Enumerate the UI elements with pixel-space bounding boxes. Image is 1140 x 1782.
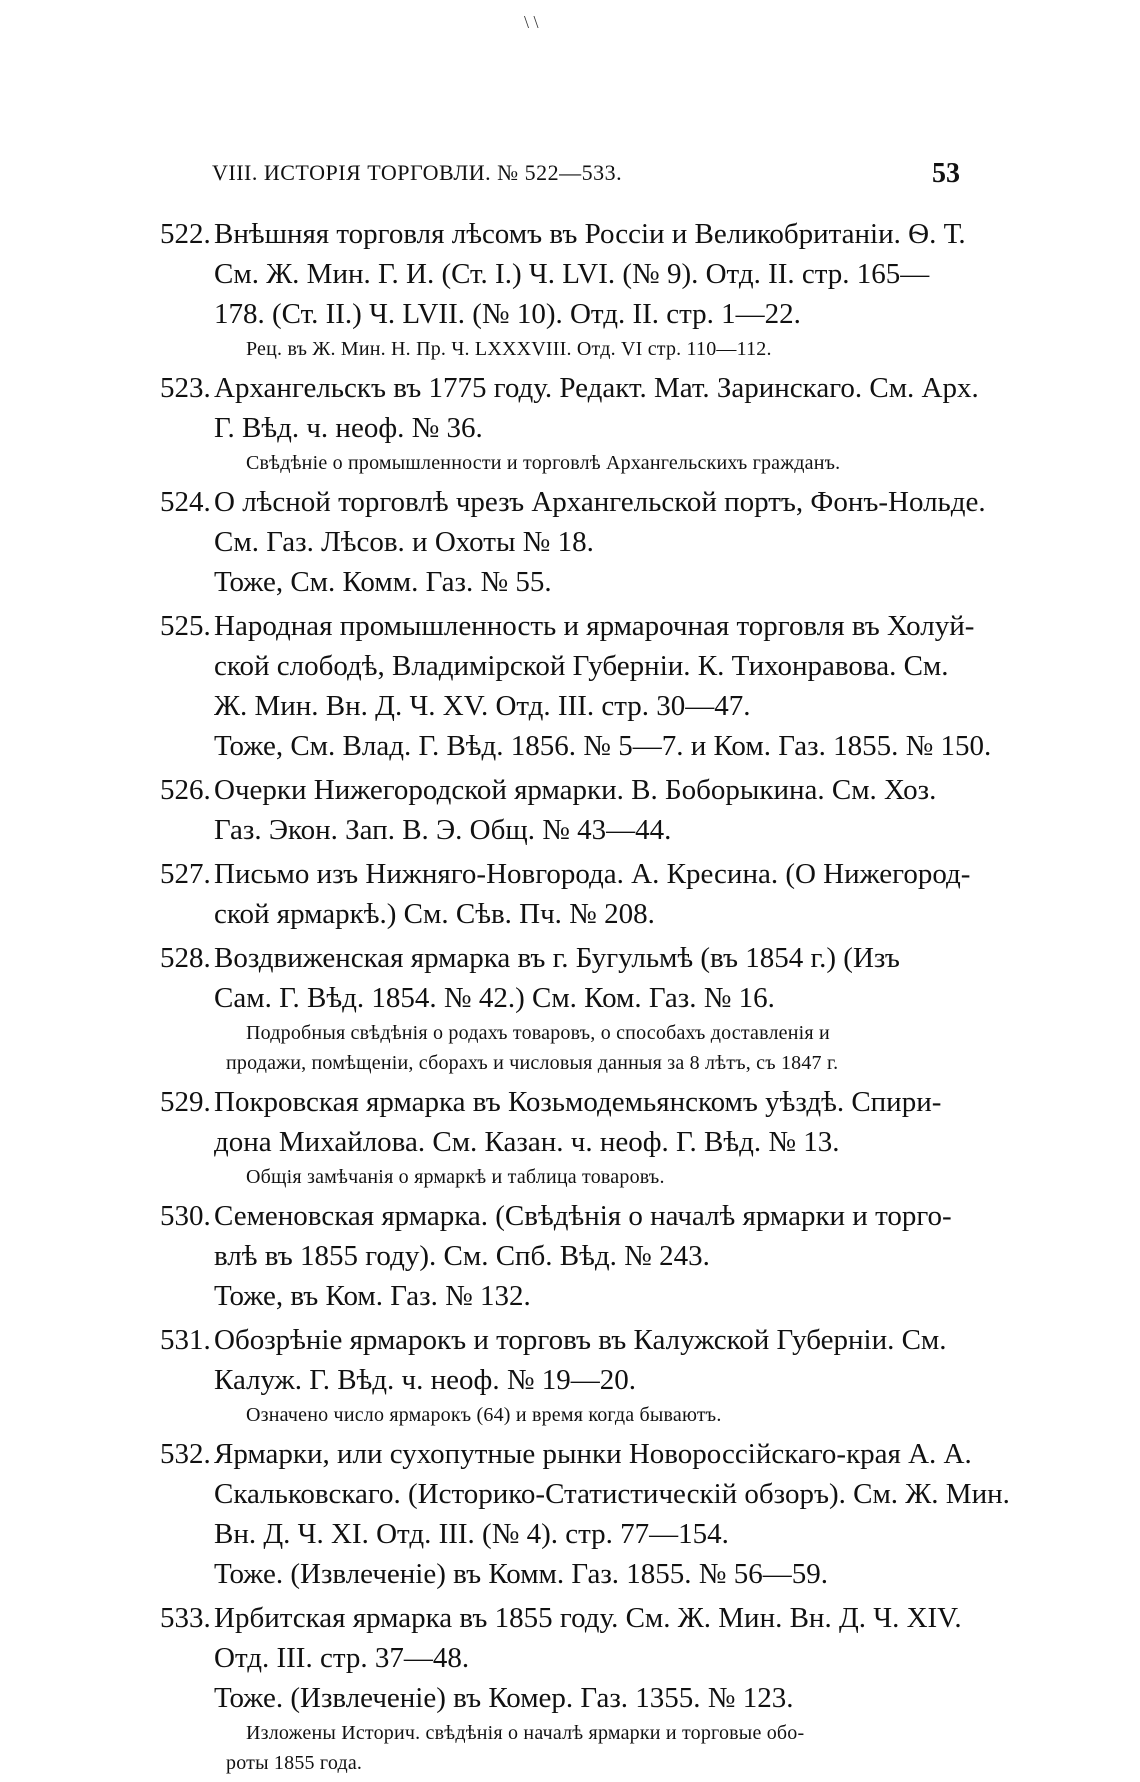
entry-number: 524.	[160, 486, 211, 518]
entry-line: Обозрѣніе ярмарокъ и торговъ въ Калужской Губерніи. См.	[214, 1324, 947, 1356]
entry-line: О лѣсной торговлѣ чрезъ Архангельской портъ, Фонъ-Нольде. См. Газ. Лѣсов. и Охоты № 18.	[214, 486, 986, 558]
entry-note: Свѣдѣніе о промышленности и торговлѣ Архангельскихъ гражданъ.	[246, 452, 841, 474]
entry-526	[160, 770, 1000, 850]
entry-line: Очерки Нижегородской ярмарки. В. Боборыкина. См. Хоз.	[214, 774, 937, 806]
entry-line: Ж. Мин. Вн. Д. Ч. XV. Отд. III. стр. 30—47.	[214, 690, 751, 722]
entry-533	[160, 1598, 1000, 1778]
entry-line: Тоже, въ Ком. Газ. № 132.	[214, 1280, 531, 1312]
entry-number: 530.	[160, 1200, 211, 1232]
entry-line: Ярмарки, или сухопутные рынки Новороссійскаго-края А. А.	[214, 1438, 972, 1470]
entry-line: Тоже. (Извлеченіе) въ Комм. Газ. 1855. № 56—59.	[214, 1558, 828, 1590]
entry-number: 523.	[160, 372, 211, 404]
entry-number: 526.	[160, 774, 211, 806]
entry-number: 532.	[160, 1438, 211, 1470]
entry-note: Подробныя свѣдѣнія о родахъ товаровъ, о способахъ доставленія и	[246, 1022, 830, 1044]
entry-line: Архангельскъ въ 1775 году. Редакт. Мат. Заринскаго. См. Арх.	[214, 372, 979, 404]
page-number: 53	[932, 158, 960, 189]
entry-line: ской слободѣ, Владимірской Губерніи. К. Тихонравова. См.	[214, 650, 949, 682]
entry-530	[160, 1196, 1000, 1316]
entry-number: 528.	[160, 942, 211, 974]
entry-line: Воздвиженская ярмарка въ г. Бугульмѣ (въ 1854 г.) (Изъ	[214, 942, 900, 974]
entry-number: 531.	[160, 1324, 211, 1356]
entry-523	[160, 368, 1000, 478]
bibliography-list	[160, 214, 1010, 1782]
entry-525	[160, 606, 1000, 766]
entry-line: Г. Вѣд. ч. неоф. № 36.	[214, 412, 483, 444]
entry-number: 527.	[160, 858, 211, 890]
entry-line: Ирбитская ярмарка въ 1855 году. См. Ж. Мин. Вн. Д. Ч. XIV.	[214, 1602, 962, 1634]
entry-line: Внѣшняя торговля лѣсомъ въ Россіи и Великобританіи. Ѳ. Т.	[214, 218, 966, 250]
entry-number: 533.	[160, 1602, 211, 1634]
entry-line: Покровская ярмарка въ Козьмодемьянскомъ уѣздѣ. Спири-	[214, 1086, 942, 1118]
entry-note: Изложены Историч. свѣдѣнія о началѣ ярмарки и торговые обо-	[246, 1722, 805, 1744]
entry-line: Тоже, См. Комм. Газ. № 55.	[214, 566, 552, 598]
entry-number: 525.	[160, 610, 211, 642]
entry-527	[160, 854, 1000, 934]
entry-note: Общія замѣчанія о ярмаркѣ и таблица товаровъ.	[246, 1166, 665, 1188]
entry-note: продажи, помѣщеніи, сборахъ и числовыя данныя за 8 лѣтъ, съ 1847 г.	[226, 1052, 839, 1074]
entry-line: 178. (Ст. II.) Ч. LVII. (№ 10). Отд. II. стр. 1—22.	[214, 298, 801, 330]
entry-note: Означено число ярмарокъ (64) и время когда бываютъ.	[246, 1404, 722, 1426]
entry-line: Тоже, См. Влад. Г. Вѣд. 1856. № 5—7. и Ком. Газ. 1855. № 150.	[214, 730, 992, 762]
entry-line: Семеновская ярмарка. (Свѣдѣнія о началѣ ярмарки и торго-	[214, 1200, 952, 1232]
entry-line: См. Ж. Мин. Г. И. (Ст. I.) Ч. LVI. (№ 9). Отд. II. стр. 165—	[214, 258, 930, 290]
entry-522	[160, 214, 1000, 364]
entry-line: Скальковскаго. (Историко-Статистическій обзоръ). См. Ж. Мин.	[214, 1478, 1010, 1510]
entry-line: Народная промышленность и ярмарочная торговля въ Холуй-	[214, 610, 975, 642]
entry-line: ской ярмаркѣ.) См. Сѣв. Пч. № 208.	[214, 898, 655, 930]
entry-line: Письмо изъ Нижняго-Новгорода. А. Кресина. (О Нижегород-	[214, 858, 971, 890]
entry-note: роты 1855 года.	[226, 1752, 363, 1774]
section-title: VIII. ИСТОРІЯ ТОРГОВЛИ. № 522—533.	[212, 160, 623, 185]
entry-524	[160, 482, 1000, 602]
entry-line: Отд. III. стр. 37—48.	[214, 1642, 470, 1674]
top-mark: \ \	[524, 12, 539, 32]
entry-note: Рец. въ Ж. Мин. Н. Пр. Ч. LXXXVIII. Отд. VI стр. 110—112.	[246, 338, 772, 360]
entry-line: Газ. Экон. Зап. В. Э. Общ. № 43—44.	[214, 814, 672, 846]
entry-528	[160, 938, 1000, 1078]
entry-529	[160, 1082, 1000, 1192]
entry-line: Тоже. (Извлеченіе) въ Комер. Газ. 1355. № 123.	[214, 1682, 794, 1714]
entry-line: Сам. Г. Вѣд. 1854. № 42.) См. Ком. Газ. № 16.	[214, 982, 775, 1014]
entry-line: Вн. Д. Ч. XI. Отд. III. (№ 4). стр. 77—154.	[214, 1518, 729, 1550]
running-header	[160, 158, 960, 198]
entry-531	[160, 1320, 1000, 1430]
entry-number: 529.	[160, 1086, 211, 1118]
entry-line: дона Михайлова. См. Казан. ч. неоф. Г. Вѣд. № 13.	[214, 1126, 840, 1158]
entry-number: 522.	[160, 218, 211, 250]
entry-line: Калуж. Г. Вѣд. ч. неоф. № 19—20.	[214, 1364, 636, 1396]
entry-line: влѣ въ 1855 году). См. Спб. Вѣд. № 243.	[214, 1240, 710, 1272]
entry-532	[160, 1434, 1010, 1594]
